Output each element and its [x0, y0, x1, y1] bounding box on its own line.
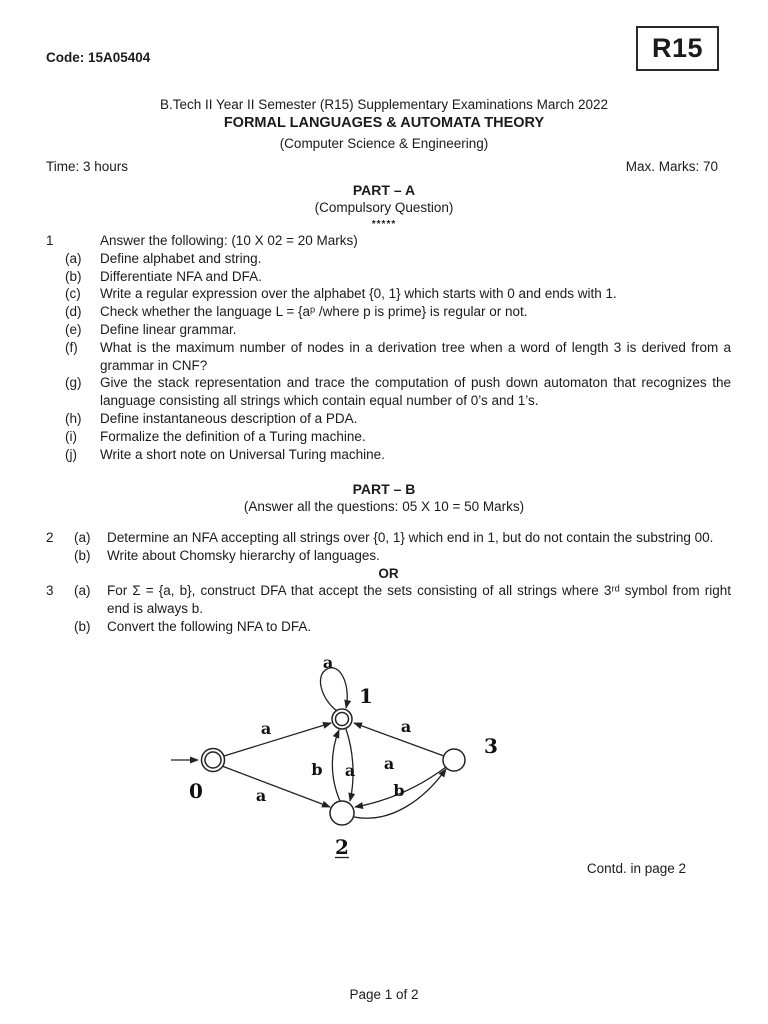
transition-label-1-2: a	[344, 761, 356, 780]
question-item	[46, 268, 731, 286]
page-number: Page 1 of 2	[349, 987, 419, 1002]
part-a-subtitle: (Compulsory Question)	[314, 200, 454, 215]
question-item	[46, 374, 731, 410]
transition-label-2-1: b	[311, 760, 323, 779]
state-circle-2	[330, 801, 354, 825]
transition-1-1	[320, 668, 347, 711]
item-text: Write about Chomsky hierarchy of languages.	[107, 547, 380, 563]
question-item	[46, 582, 731, 618]
question-1-block	[46, 232, 731, 463]
item-text: Differentiate NFA and DFA.	[100, 268, 262, 284]
question-item	[46, 303, 731, 321]
part-a-stars: *****	[371, 219, 397, 230]
item-label: (i)	[65, 428, 77, 444]
question-number: 2	[46, 530, 54, 545]
part-b-heading	[0, 481, 768, 515]
or-separator: OR	[378, 565, 399, 581]
item-label: (b)	[74, 618, 91, 634]
item-label: (j)	[65, 446, 77, 462]
item-text: Write a short note on Universal Turing machine.	[100, 446, 385, 462]
item-label: (a)	[74, 583, 91, 599]
question-item	[46, 547, 731, 565]
transition-3-2	[355, 767, 446, 807]
item-text: Define linear grammar.	[100, 321, 237, 337]
transition-label-2-3: b	[393, 781, 405, 800]
question-item	[46, 529, 731, 547]
item-text: Write a regular expression over the alphabet {0, 1} which starts with 0 and ends with 1.	[100, 286, 617, 302]
item-label: (g)	[65, 375, 82, 391]
question-1-intro-row	[46, 232, 731, 250]
item-text: Define instantaneous description of a PDA.	[100, 410, 358, 426]
branch-line: (Computer Science & Engineering)	[279, 135, 489, 151]
part-b-subtitle: (Answer all the questions: 05 X 10 = 50 Marks)	[243, 499, 525, 514]
paper-code: Code: 15A05404	[46, 50, 151, 65]
transition-0-2	[222, 766, 330, 807]
question-number: 3	[46, 583, 54, 599]
question-number: 1	[46, 233, 54, 248]
transition-2-3	[354, 769, 446, 818]
transition-0-1	[224, 723, 331, 756]
question-item	[46, 321, 731, 339]
state-label-0: 0	[189, 779, 203, 803]
part-b-questions-block	[46, 529, 731, 636]
max-marks: Max. Marks: 70	[625, 159, 718, 174]
item-label: (b)	[74, 547, 91, 563]
item-label: (f)	[65, 339, 78, 355]
item-label: (a)	[74, 530, 91, 545]
item-text: Convert the following NFA to DFA.	[107, 618, 312, 634]
part-a-title: PART – A	[352, 182, 416, 198]
state-label-1: 1	[359, 684, 373, 708]
state-inner-circle-1	[336, 713, 349, 726]
transition-2-1	[332, 730, 340, 801]
part-a-heading	[0, 182, 768, 233]
exam-session-line: B.Tech II Year II Semester (R15) Supplementary Examinations March 2022	[160, 97, 608, 112]
item-text: For Σ = {a, b}, construct DFA that accept the sets consisting of all strings where 3ʳᵈ symbol from right end is always b.	[107, 583, 731, 617]
item-label: (d)	[65, 304, 82, 320]
transition-label-0-2: a	[255, 786, 267, 805]
question-intro: Answer the following: (10 X 02 = 20 Marks)	[100, 233, 358, 248]
subject-title: FORMAL LANGUAGES & AUTOMATA THEORY	[223, 115, 545, 132]
state-label-2: 2	[335, 835, 349, 859]
item-text: Define alphabet and string.	[100, 250, 262, 266]
item-label: (e)	[65, 321, 82, 337]
item-text: Check whether the language L = {aᵖ /where p is prime} is regular or not.	[100, 304, 528, 320]
state-circle-0	[202, 749, 225, 772]
transition-label-3-1: a	[400, 717, 412, 736]
item-text: Give the stack representation and trace the computation of push down automaton that recognizes the language consisting all strings which contain equal number of 0’s and 1’s.	[100, 375, 731, 409]
item-text: What is the maximum number of nodes in a derivation tree when a word of length 3 is derived from a grammar in CNF?	[100, 339, 731, 373]
item-label: (h)	[65, 410, 82, 426]
state-inner-circle-0	[205, 752, 221, 768]
question-item	[46, 428, 731, 446]
part-b-title: PART – B	[352, 481, 416, 497]
item-label: (c)	[65, 286, 81, 302]
transition-label-3-2: a	[383, 754, 395, 773]
state-circle-3	[443, 749, 465, 771]
time-marks-row	[46, 159, 718, 174]
regulation-badge: R15	[636, 26, 719, 71]
question-item	[46, 285, 731, 303]
state-circle-1	[332, 709, 352, 729]
question-item	[46, 410, 731, 428]
item-label	[65, 232, 100, 250]
question-item	[46, 250, 731, 268]
transition-1-2	[344, 729, 356, 801]
transition-label-0-1: a	[260, 719, 272, 738]
question-item	[46, 618, 731, 636]
state-label-3: 3	[484, 734, 498, 758]
item-label: (a)	[65, 250, 82, 266]
transition-3-1	[354, 723, 444, 756]
transition-label-1-1: a	[322, 653, 334, 672]
contd-note: Contd. in page 2	[586, 861, 686, 876]
question-item	[46, 446, 731, 464]
item-label: (b)	[65, 268, 82, 284]
time-allowed: Time: 3 hours	[46, 159, 129, 174]
paper-header	[0, 95, 768, 153]
question-item	[46, 339, 731, 375]
item-text: Formalize the definition of a Turing machine.	[100, 428, 366, 444]
item-text: Determine an NFA accepting all strings over {0, 1} which end in 1, but do not contain the substring 00.	[107, 530, 714, 545]
